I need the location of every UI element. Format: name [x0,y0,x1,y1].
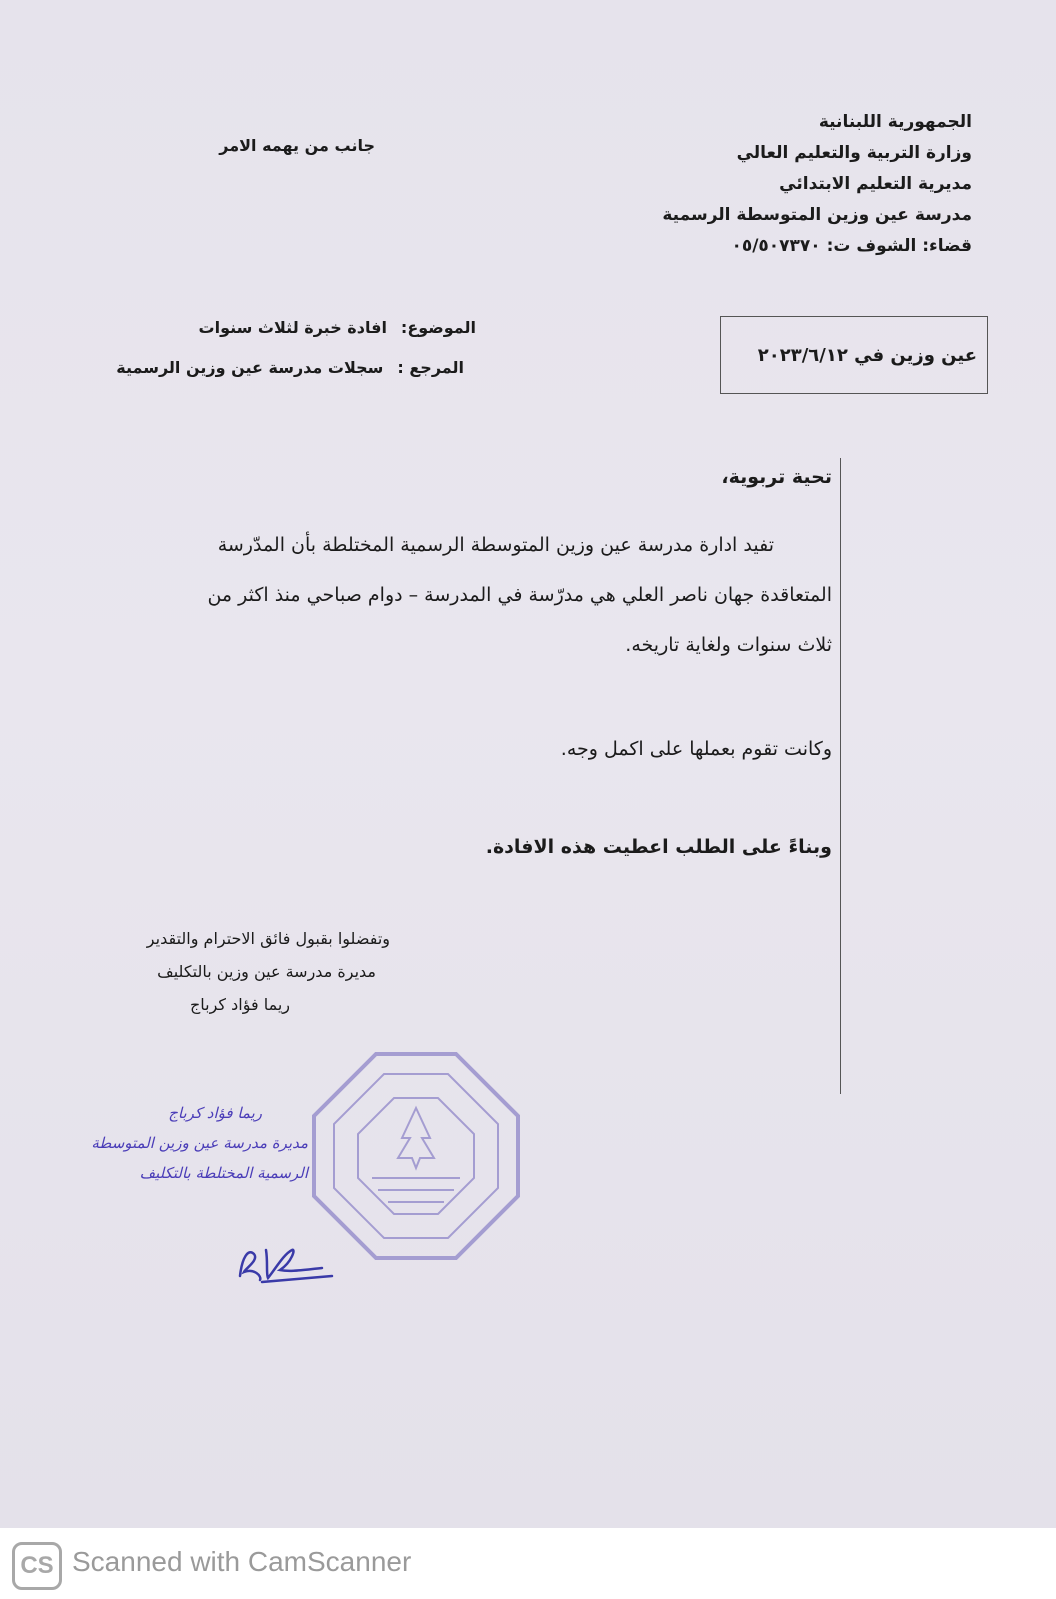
scanner-footer [0,1528,1056,1599]
stamp-line: الرسمية المختلطة بالتكليف [139,1164,308,1182]
closing-line: وتفضلوا بقبول فائق الاحترام والتقدير [146,929,390,948]
signature-icon [232,1232,342,1292]
header-line: الجمهورية اللبنانية [818,112,972,132]
camscanner-logo-icon: CS [12,1542,62,1590]
reference-value: سجلات مدرسة عين وزين الرسمية [116,358,384,377]
greeting: تحية تربوية، [721,466,832,488]
date-box [720,316,988,394]
stamp-line: ريما فؤاد كرباج [168,1104,262,1122]
body-line: ثلاث سنوات ولغاية تاريخه. [625,634,832,656]
stamp-line: مديرة مدرسة عين وزين المتوسطة [91,1134,308,1152]
closing-line: مديرة مدرسة عين وزين بالتكليف [157,962,376,981]
closing-block [147,922,390,1021]
subject-label: الموضوع: [400,318,476,337]
body-line: وكانت تقوم بعملها على اكمل وجه. [560,738,832,760]
body-line: المتعاقدة جهان ناصر العلي هي مدرّسة في المدرسة – دوام صباحي منذ اكثر من [207,584,832,606]
reference-row [64,358,464,377]
conclusion-line: وبناءً على الطلب اعطيت هذه الافادة. [485,836,832,858]
header-line: مدرسة عين وزين المتوسطة الرسمية [662,205,972,225]
subject-value: افادة خبرة لثلاث سنوات [198,318,387,337]
date-text: عين وزين في ٢٠٢٣/٦/١٢ [757,344,977,366]
margin-rule [840,458,841,1094]
header-line: وزارة التربية والتعليم العالي [736,143,972,163]
scanner-caption: Scanned with CamScanner [72,1546,412,1577]
header-line: مديرية التعليم الابتدائي [779,174,972,194]
reference-label: المرجع : [397,358,464,377]
closing-line: ريما فؤاد كرباج [189,995,290,1014]
attention-line: جانب من يهمه الامر [219,136,375,155]
director-stamp [91,1098,308,1188]
subject-row [76,318,476,337]
ministry-header [642,110,972,265]
header-line: قضاء: الشوف ت: ٠٥/٥٠٧٣٧٠ [731,236,972,256]
body-line: تفيد ادارة مدرسة عين وزين المتوسطة الرسمية المختلطة بأن المدّرسة [217,534,774,556]
